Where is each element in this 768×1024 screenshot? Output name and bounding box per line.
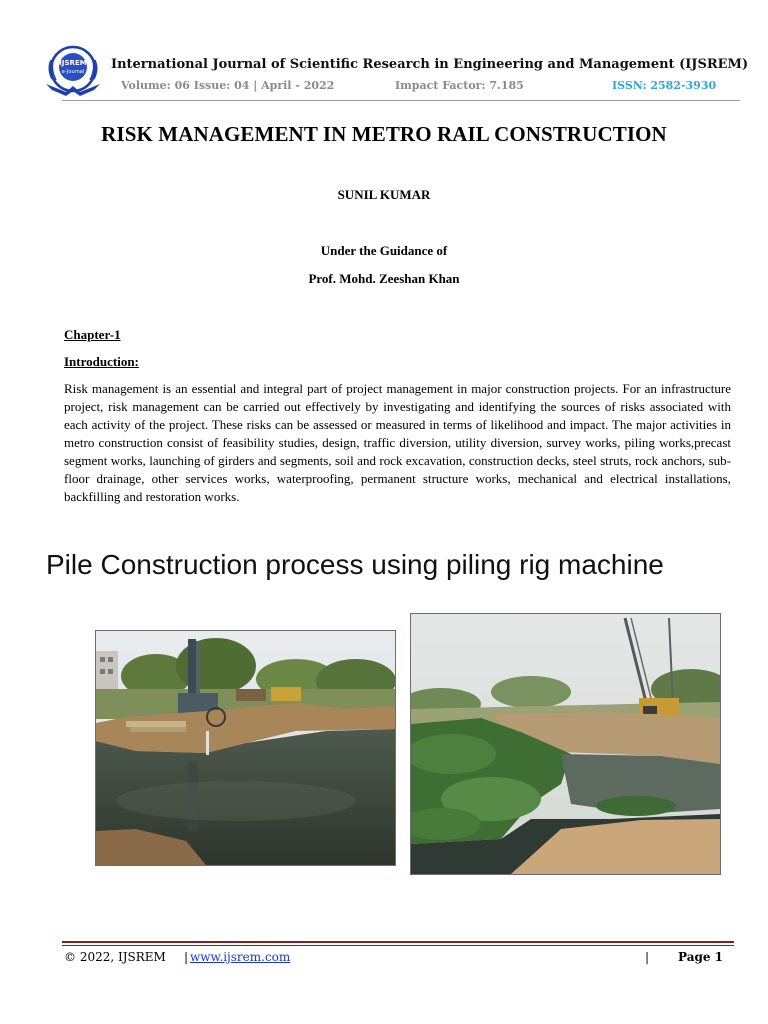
introduction-heading: Introduction: — [64, 354, 139, 369]
issn: ISSN: 2582-3930 — [612, 79, 717, 92]
figure-title: Pile Construction process using piling rig machine — [46, 549, 664, 580]
footer-website-link[interactable]: www.ijsrem.com — [190, 950, 291, 964]
footer-separator-right: | — [645, 950, 650, 964]
volume-info: Volume: 06 Issue: 04 | April - 2022 — [121, 79, 335, 92]
journal-title: International Journal of Scientific Research in Engineering and Management (IJSREM) — [111, 57, 749, 72]
page-number: Page 1 — [678, 950, 724, 964]
impact-factor: Impact Factor: 7.185 — [395, 79, 524, 92]
logo-text-top: IJSREM — [59, 59, 87, 67]
crane-river-photo-right — [410, 613, 721, 875]
footer-divider — [62, 941, 734, 943]
logo-text-bottom: e-Journal — [61, 69, 85, 75]
paper-title: RISK MANAGEMENT IN METRO RAIL CONSTRUCTION — [101, 122, 667, 146]
advisor-name: Prof. Mohd. Zeeshan Khan — [308, 271, 460, 286]
piling-rig-photo-left — [95, 630, 396, 866]
footer-divider-thin — [62, 945, 734, 946]
author-name: SUNIL KUMAR — [337, 187, 431, 202]
ijsrem-logo — [40, 40, 106, 100]
header-divider — [62, 100, 740, 101]
guidance-label: Under the Guidance of — [320, 243, 448, 258]
footer-separator: | — [184, 950, 189, 964]
chapter-heading: Chapter-1 — [64, 327, 121, 342]
footer-copyright: © 2022, IJSREM — [64, 950, 166, 964]
introduction-paragraph: Risk management is an essential and integral part of project management in major construction projects. For an infrastructure project, risk management can be carried out effectively by investigating and identifying the sources of risks associated with each activity of the project. These risks can be assessed or measured in terms of likelihood and impact. The major activities in metro construction consist of feasibility studies, design, traffic diversion, utility diversion, survey works, piling works,precast segment works, launching of girders and segments, soil and rock excavation, construction decks, steel struts, rock anchors, sub-floor drainage, other services works, waterproofing, permanent structure works, mechanical and electrical installations, backfilling and restoration works. — [64, 381, 731, 504]
